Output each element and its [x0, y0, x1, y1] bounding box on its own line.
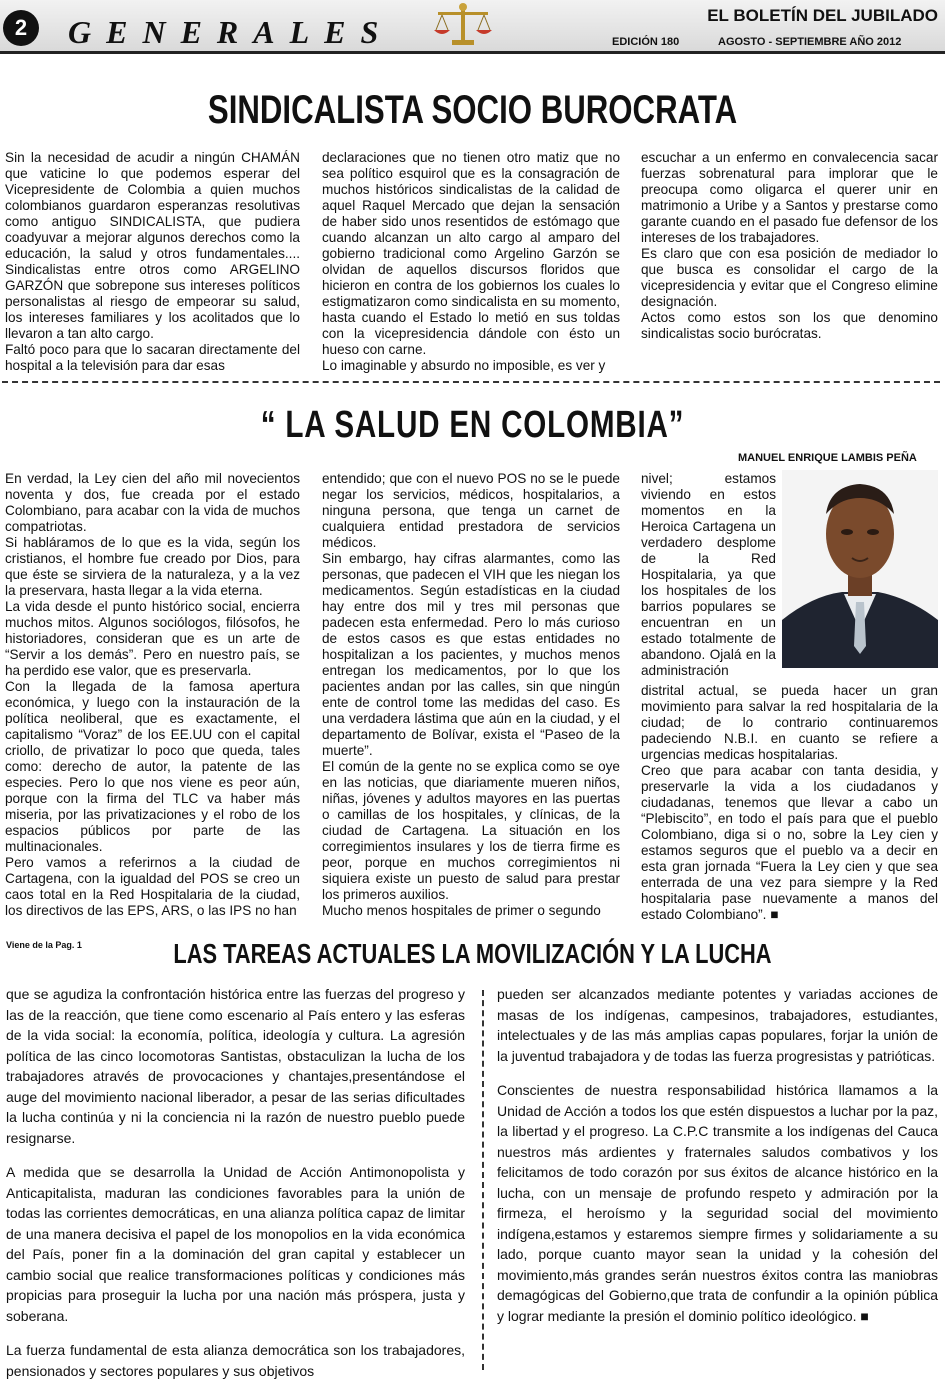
- paragraph: Con la llegada de la famosa apertura económica, y luego con la instauración de la política neoliberal, que es exactamente, el capitalismo “Voraz” de los EE.UU con el capital criollo, de privatizar lo poco que queda, tales como: derecho de autor, la patente de las especies. Pero lo que nos viene es peor aún, porque con la firma del TLC va haber más miseria, por las privatizaciones y el robo de los espacios públicos por parte de las multinacionales.: [5, 679, 300, 854]
- article2-column-1: [5, 471, 300, 919]
- paragraph: En verdad, la Ley cien del año mil novecientos noventa y dos, fue creada por el estado Colombiano, para acabar con la vida de muchos compatriotas.: [5, 471, 300, 534]
- article1-column-2: [322, 150, 620, 374]
- paragraph: que se agudiza la confrontación histórica entre las fuerzas del progreso y las de la reacción, que tiene como escenario al País entero y las esferas de la vida social: la economía, política, ideología y cultura. La agresión política de las cinco locomotoras Santistas, obstaculizan la lucha de los trabajadores através de provocaciones y chantajes,presentándose el auge del movimiento nacional liberador, a pesar de las serias dificultades la lucha continúa y ni la conciencia ni la razón de nuestro pueblo puede resignarse.: [6, 986, 465, 1146]
- paragraph: Sin la necesidad de acudir a ningún CHAMÁN que vaticine lo que podemos esperar del Vicepresidente de Colombia a quien muchos colombianos guardaron esperanzas resolutivas como antiguo SINDICALISTA, que pudiera coadyuvar a mejorar algunos derechos como la educación, la salud y otros fundamentales.... Sindicalistas entre otros como ARGELINO GARZÓN que sobrepone sus intereses políticos personalistas al riesgo de empeorar su salud, los intereses familiares y los acolitados que lo llevaron a tan alto cargo.: [5, 150, 300, 341]
- article2-column-3: [641, 683, 938, 923]
- paragraph: Actos como estos son los que denomino sindicalistas socio burócratas.: [641, 310, 938, 341]
- article3-column-1: [6, 984, 465, 1395]
- paragraph: Sin embargo, hay cifras alarmantes, como las personas, que padecen el VIH que les niegan los medicamentos. Según estadísticas en la ciudad hay entre dos mil y tres mil personas que padecen esta enfermedad. Pero lo más curioso de estos casos es que estas entidades no hospitalizan a los pacientes, y muchos menos entregan los medicamentos, por lo que los pacientes andan por las calles, sin que ningún ente de control tome las medidas del caso. Es una verdadera lástima que aún en la ciudad, y el departamento de Bolívar, exista el “Paseo de la muerte”.: [322, 551, 620, 758]
- article2-column-2: [322, 471, 620, 919]
- paragraph: entendido; que con el nuevo POS no se le puede negar los servicios, médicos, hospitalarios, a ninguna persona, que tenga un carnet de cualquiera entidad prestadora de servicios médicos.: [322, 471, 620, 550]
- paragraph: Mucho menos hospitales de primer o segundo: [322, 903, 601, 918]
- article2-column-3-wrap: [641, 471, 776, 679]
- continued-from-note: Viene de la Pag. 1: [6, 940, 82, 950]
- paragraph: Si habláramos de lo que es la vida, según los cristianos, el hombre fue creado por Dios, para que éste se sirviera de la naturaleza, y a la vez la preservara, hasta llegar a la vida eterna.: [5, 535, 300, 598]
- paragraph: declaraciones que no tienen otro matiz que no sea político esquirol que es la consagración de muchos históricos sindicalistas de la calidad de aquel Raquel Mercado que dejan la sensación de haber sido unos resentidos de estómago que cuando alcanzan un alto cargo al amparo del gobierno tradicional como Argelino Garzón se olvidan de aquellos discursos floridos que hicieron en contra de los gobiernos los cuales lo estigmatizaron como sindicalista en su momento, hasta cuando el Estado lo metió en sus toldas con la vicepresidencia dándole con ésto un hueso con carne.: [322, 150, 620, 357]
- paragraph: Lo imaginable y absurdo no imposible, es ver y: [322, 358, 606, 373]
- paragraph: Creo que para acabar con tanta desidia, y preservarle la vida a los ciudadanos y ciudadanas, tenemos que llevar a cabo un “Plebiscito”, en todo el país para que el pueblo Colombiano, diga si o no, sobre la Ley cien y estamos seguros que el pueblo va a decir en esta gran jornada “Fuera la Ley cien y que sea enterrada de una vez para siempre y la Red hospitalaria pase nuevamente a manos del estado Colombiano”. ■: [641, 763, 938, 922]
- publication-name: EL BOLETÍN DEL JUBILADO: [707, 6, 938, 25]
- edition-number: EDICIÓN 180: [612, 36, 680, 48]
- paragraph: escuchar a un enfermo en convalecencia sacar fuerzas sobrenatural para implorar que le preocupa como oligarca el querer unir en matrimonio a Uribe y a Santos y prestarse como garante cuando en el pasado fue defensor de los intereses de los trabajadores.: [641, 150, 938, 245]
- issue-date: AGOSTO - SEPTIEMBRE AÑO 2012: [718, 36, 902, 48]
- header-rule: [0, 51, 945, 54]
- article2-title: “ LA SALUD EN COLOMBIA”: [260, 404, 685, 446]
- section-title: GENERALES: [68, 14, 394, 50]
- page-number: 2: [3, 10, 39, 46]
- paragraph: El común de la gente no se explica como se oye en las noticias, que diariamente mueren niños, niñas, jóvenes y adultos mayores en las puertas o camillas de los hospitales, y clínicas, de la ciudad de Cartagena. La situación en los corregimientos insulares y los de tierra firme es peor, porque en muchos corregimientos ni siquiera existe un puesto de salud para prestar los primeros auxilios.: [322, 759, 620, 902]
- paragraph: Pero vamos a referirnos a la ciudad de Cartagena, con la igualdad del POS se creo un caos total en la Red Hospitalaria de la ciudad, los directivos de las EPS, ARS, o las IPS no han: [5, 855, 300, 918]
- article1-column-3: [641, 150, 938, 342]
- paragraph: distrital actual, se pueda hacer un gran movimiento para salvar la red hospitalaria de la ciudad; de lo contrario continuaremos padeciendo N.B.I. en cuanto se refiere a urgencias medicas hospitalarias.: [641, 683, 938, 762]
- paragraph: Conscientes de nuestra responsabilidad histórica llamamos a la Unidad de Acción a todos los que estén dispuestos a luchar por la paz, la libertad y el progreso. La C.P.C transmite a los indígenas del Cauca nuestros más ardientes y fraternales saludos combativos y los felicitamos de todo corazón por sus éxitos de alcance histórico en la lucha, con un mensaje de profundo respeto y admiración por la firmeza, el heroísmo y la seguridad social del movimiento indígena,estamos y estaremos siempre firmes y solidariamente a su lado, porque cuanto mayor sean la unidad y la cohesión del movimiento,más grandes serán nuestros éxitos contra las maniobras demagógicas del Gobierno,que trata de confundir a la opinión pública y lograr mediante la presión el dominio político ideológico. ■: [497, 1082, 938, 1324]
- column-divider: [482, 990, 484, 1370]
- paragraph: A medida que se desarrolla la Unidad de Acción Antimonopolista y Anticapitalista, maduran las condiciones favorables para la unión de todas las corrientes democráticas, en una alianza política capaz de limitar de una manera decisiva el papel de los monopolios en la vida económica del País, poner fin a la dominación del gran capital y establecer un cambio social que realice transformaciones políticas y condiciones más propicias para proseguir la lucha por una nación más próspera, justa y soberana.: [6, 1164, 465, 1324]
- article3-column-2: [497, 984, 938, 1340]
- article3-title: LAS TAREAS ACTUALES LA MOVILIZACIÓN Y LA LUCHA: [173, 938, 772, 969]
- paragraph: La fuerza fundamental de esta alianza democrática son los trabajadores, pensionados y sectores populares y sus objetivos: [6, 1342, 465, 1379]
- scales-of-justice-icon: [432, 2, 494, 48]
- paragraph: pueden ser alcanzados mediante potentes y variadas acciones de masas de los indígenas, campesinos, trabajadores, estudiantes, intelectuales y de las más amplias capas populares, forjar la unión de la juventud trabajadora y de todas las fuerza progresistas y patrióticas.: [497, 986, 938, 1064]
- section-divider: [2, 381, 940, 383]
- paragraph: Faltó poco para que lo sacaran directamente del hospital a la televisión para dar esas: [5, 342, 300, 373]
- article1-column-1: [5, 150, 300, 374]
- paragraph: Es claro que con esa posición de mediador lo que busca es consolidar el cargo de la vicepresidencia y evitar que el Congreso elimine designación.: [641, 246, 938, 309]
- paragraph: La vida desde el punto histórico social, encierra muchos mitos. Algunos sociólogos, filósofos, he historiadores, consideran que es un arte de “Servir a los demás”. Pero en nuestro país, se ha perdido ese valor, que es preservarla.: [5, 599, 300, 678]
- article1-title: SINDICALISTA SOCIO BUROCRATA: [207, 88, 738, 132]
- author-byline: MANUEL ENRIQUE LAMBIS PEÑA: [738, 452, 917, 464]
- author-photo: [782, 470, 938, 668]
- paragraph: nivel; estamos viviendo en estos momentos en la Heroica Cartagena un verdadero desplome de la Red Hospitalaria, ya que los hospitales de los barrios populares se encuentran en un estado totalmente de abandono. Ojalá en la administración: [641, 471, 776, 678]
